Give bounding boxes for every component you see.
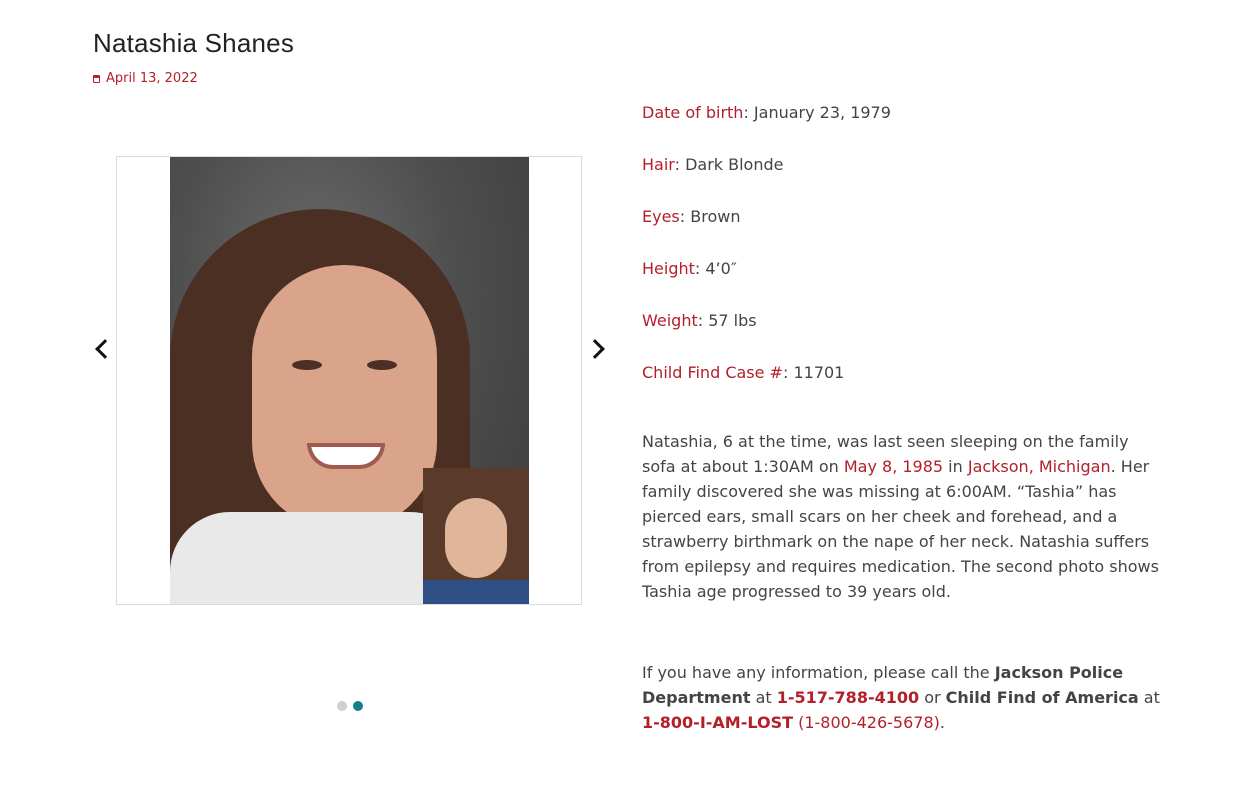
field-date-of-birth: Date of birth: January 23, 1979 (642, 103, 891, 122)
page-title: Natashia Shanes (93, 28, 295, 58)
post-date-text[interactable]: April 13, 2022 (106, 71, 198, 86)
age-progressed-photo (170, 157, 529, 604)
field-weight: Weight: 57 lbs (642, 311, 757, 330)
field-label: Hair (642, 155, 675, 174)
carousel-dot-2[interactable] (353, 701, 363, 711)
missing-location-link[interactable]: Jackson, Michigan (967, 457, 1111, 476)
carousel-prev-button[interactable] (95, 339, 115, 359)
carousel-dot-1[interactable] (337, 701, 347, 711)
field-label: Child Find Case # (642, 363, 783, 382)
missing-date-link[interactable]: May 8, 1985 (843, 457, 944, 476)
field-hair: Hair: Dark Blonde (642, 155, 784, 174)
field-case-number: Child Find Case #: 11701 (642, 363, 845, 382)
agency-name: Jackson Police Department (642, 663, 1124, 707)
org-name: Child Find of America (945, 688, 1139, 707)
carousel-next-button[interactable] (585, 339, 605, 359)
field-label: Height (642, 259, 695, 278)
field-label: Date of birth (642, 103, 744, 122)
carousel-slide (116, 156, 582, 605)
agency-phone-link[interactable]: 1-517-788-4100 (776, 688, 920, 707)
field-height: Height: 4’0″ (642, 259, 737, 278)
field-label: Weight (642, 311, 698, 330)
childhood-photo-inset (423, 468, 529, 604)
org-phone-link[interactable]: 1-800-I-AM-LOST (642, 713, 794, 732)
carousel-dots (337, 701, 363, 711)
post-date (93, 71, 198, 86)
details-panel (642, 100, 1162, 751)
field-value: January 23, 1979 (753, 103, 891, 122)
org-phone-alt[interactable]: (1-800-426-5678) (793, 713, 940, 732)
contact-info: If you have any information, please call the Jackson Police Department at 1-517-788-4100 or Child Find of America at 1-800-I-AM-LOST (1-800-426-5678). (642, 663, 1160, 732)
field-value: Dark Blonde (685, 155, 784, 174)
field-value: Brown (690, 207, 741, 226)
calendar-icon (93, 75, 100, 83)
case-description: Natashia, 6 at the time, was last seen sleeping on the family sofa at about 1:30AM on May 8, 1985 in Jackson, Michigan. Her family discovered she was missing at 6:00AM. “Tashia” has pierced ears, small scars on her cheek and forehead, and a strawberry birthmark on the nape of her neck. Natashia suffers from epilepsy and requires medication. The second photo shows Tashia age progressed to 39 years old. (642, 432, 1159, 601)
field-label: Eyes (642, 207, 680, 226)
field-value: 4’0″ (705, 259, 737, 278)
field-value: 57 lbs (708, 311, 757, 330)
field-value: 11701 (793, 363, 845, 382)
field-eyes: Eyes: Brown (642, 207, 741, 226)
